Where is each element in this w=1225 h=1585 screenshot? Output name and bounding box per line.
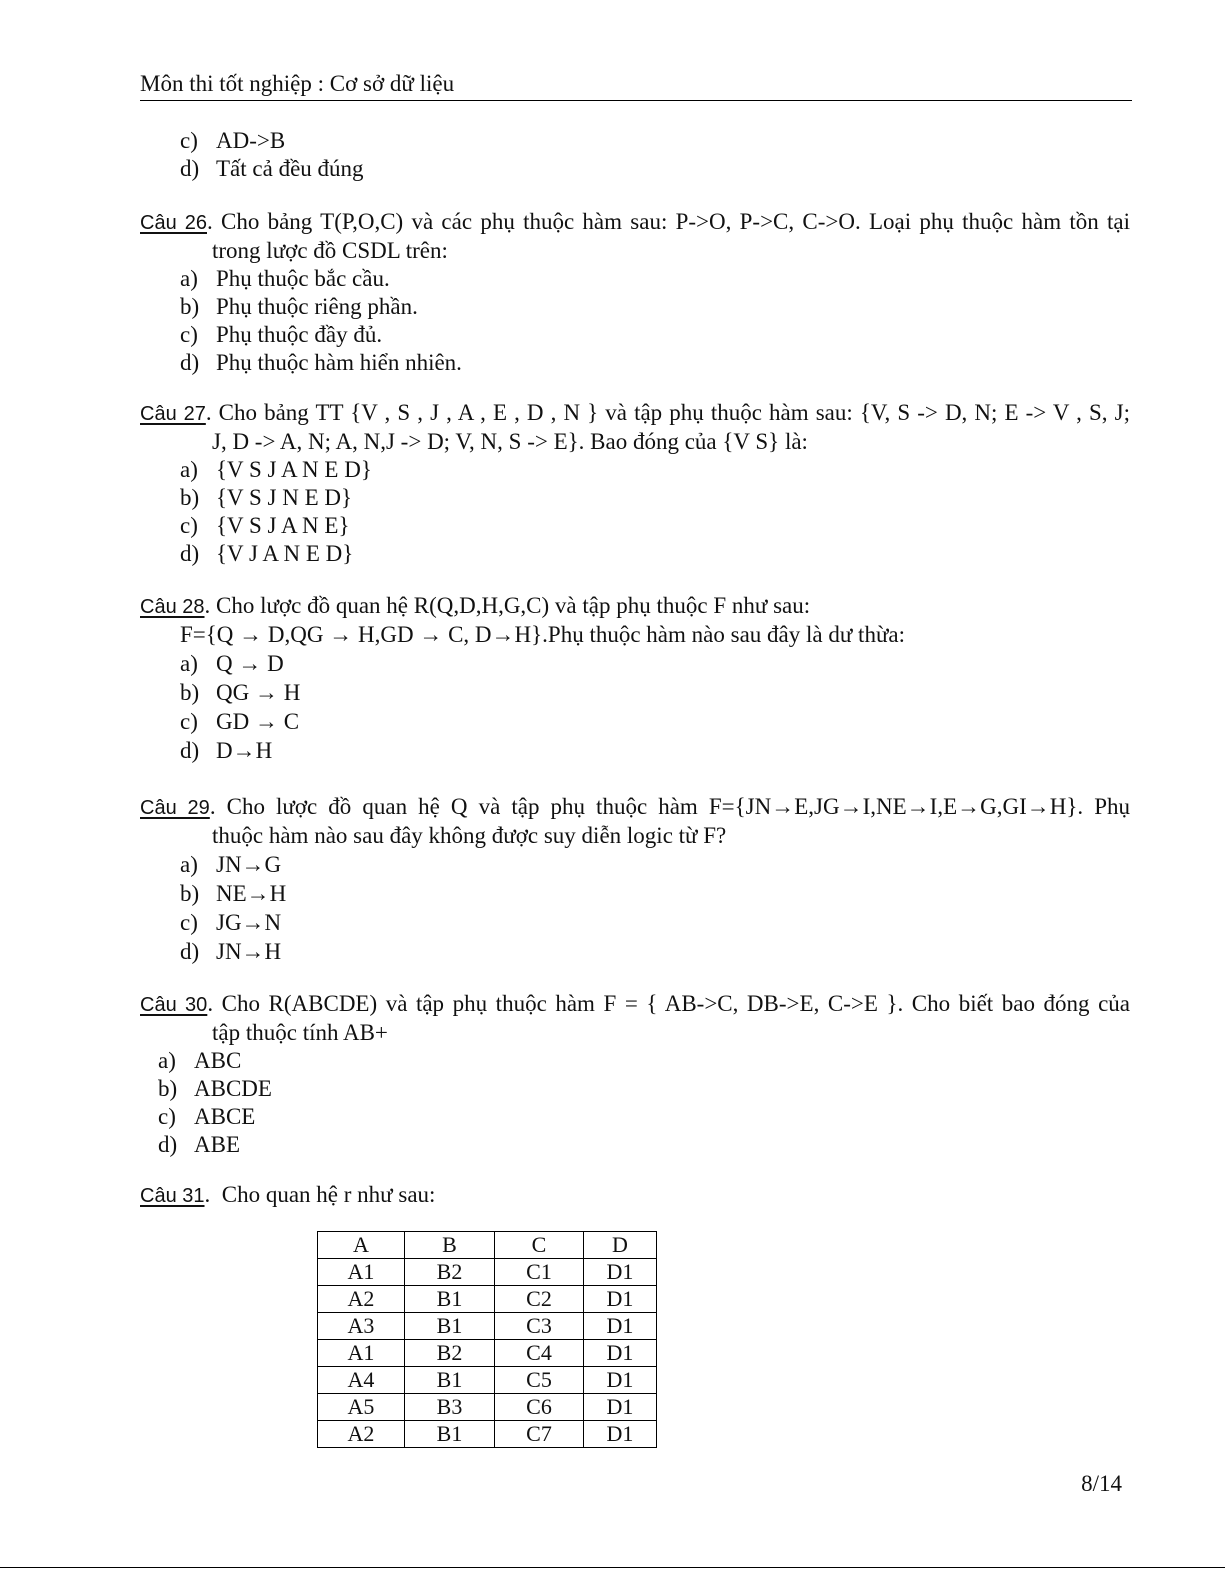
option-a: a) {V S J A N E D} xyxy=(180,457,372,482)
option-d: d) {V J A N E D} xyxy=(180,541,354,566)
table-cell: B1 xyxy=(405,1421,495,1448)
option-a: a) Q → D xyxy=(180,651,284,676)
table-cell: A3 xyxy=(318,1313,405,1340)
option-d: d) Phụ thuộc hàm hiển nhiên. xyxy=(180,350,462,375)
question-text-continued: tập thuộc tính AB+ xyxy=(212,1020,388,1045)
option-a: a) JN→G xyxy=(180,852,282,877)
question-label: Câu 28 xyxy=(140,596,205,618)
table-cell: D1 xyxy=(584,1421,657,1448)
option-b: b) Phụ thuộc riêng phần. xyxy=(180,294,418,319)
table-cell: C2 xyxy=(495,1286,584,1313)
table-header-cell: C xyxy=(495,1232,584,1259)
table-row xyxy=(318,1313,657,1340)
option-b: b) NE→H xyxy=(180,881,287,906)
question-label: Câu 30 xyxy=(140,994,208,1016)
option-a: a) ABC xyxy=(158,1048,242,1073)
question-text: Câu 29. Cho lược đồ quan hệ Q và tập phụ thuộc hàm F={JN→E,JG→I,NE→I,E→G,GI→H}. Phụ xyxy=(140,794,1130,819)
table-row xyxy=(318,1340,657,1367)
option-b: b) ABCDE xyxy=(158,1076,272,1101)
table-row xyxy=(318,1367,657,1394)
bottom-divider xyxy=(0,1567,1225,1568)
question-27 xyxy=(140,399,1130,568)
question-text: Câu 28. Cho lược đồ quan hệ R(Q,D,H,G,C) và tập phụ thuộc F như sau: xyxy=(140,593,811,618)
table-cell: B2 xyxy=(405,1340,495,1367)
table-cell: D1 xyxy=(584,1367,657,1394)
table-header-row xyxy=(318,1232,657,1259)
table-cell: D1 xyxy=(584,1259,657,1286)
table-cell: C5 xyxy=(495,1367,584,1394)
option-c: c) AD->B xyxy=(180,128,286,153)
table-header-cell: A xyxy=(318,1232,405,1259)
table-cell: D1 xyxy=(584,1313,657,1340)
option-d: d) D→H xyxy=(180,738,273,763)
table-row xyxy=(318,1394,657,1421)
page-header: Môn thi tốt nghiệp : Cơ sở dữ liệu xyxy=(140,70,1132,101)
previous-options xyxy=(140,127,1130,183)
table-header-cell: D xyxy=(584,1232,657,1259)
question-26 xyxy=(140,208,1130,377)
question-text-continued: thuộc hàm nào sau đây không được suy diễn logic từ F? xyxy=(212,823,727,848)
table-row xyxy=(318,1286,657,1313)
option-d: d) ABE xyxy=(158,1132,240,1157)
table-cell: D1 xyxy=(584,1286,657,1313)
option-c: c) Phụ thuộc đầy đủ. xyxy=(180,322,383,347)
table-cell: D1 xyxy=(584,1394,657,1421)
question-text: Câu 30. Cho R(ABCDE) và tập phụ thuộc hàm F = { AB->C, DB->E, C->E }. Cho biết bao đóng của xyxy=(140,991,1130,1016)
table-cell: A2 xyxy=(318,1286,405,1313)
table-header-cell: B xyxy=(405,1232,495,1259)
option-c: c) JG→N xyxy=(180,910,282,935)
question-text-continued: trong lược đồ CSDL trên: xyxy=(212,238,448,263)
question-29 xyxy=(140,793,1130,966)
table-cell: C1 xyxy=(495,1259,584,1286)
dependency-set: F={Q → D,QG → H,GD → C, D→H}.Phụ thuộc hàm nào sau đây là dư thừa: xyxy=(180,622,906,647)
table-cell: A1 xyxy=(318,1340,405,1367)
table-cell: B1 xyxy=(405,1313,495,1340)
table-cell: A2 xyxy=(318,1421,405,1448)
question-28 xyxy=(140,592,1130,765)
table-row xyxy=(318,1421,657,1448)
question-label: Câu 27 xyxy=(140,403,206,425)
question-text: Câu 27. Cho bảng TT {V , S , J , A , E , D , N } và tập phụ thuộc hàm sau: {V, S -> D, N; E -> V , S, J; xyxy=(140,400,1130,425)
option-d: d) JN→H xyxy=(180,939,282,964)
table-cell: A5 xyxy=(318,1394,405,1421)
question-text-continued: J, D -> A, N; A, N,J -> D; V, N, S -> E}. Bao đóng của {V S} là: xyxy=(212,429,808,454)
table-cell: C4 xyxy=(495,1340,584,1367)
table-cell: C6 xyxy=(495,1394,584,1421)
table-row xyxy=(318,1259,657,1286)
table-cell: B3 xyxy=(405,1394,495,1421)
question-text: Câu 26. Cho bảng T(P,O,C) và các phụ thuộc hàm sau: P->O, P->C, C->O. Loại phụ thuộc hàm tồn tại xyxy=(140,209,1130,234)
table-cell: C3 xyxy=(495,1313,584,1340)
question-31 xyxy=(140,1181,1130,1210)
table-cell: B1 xyxy=(405,1367,495,1394)
page-number: 8/14 xyxy=(1081,1471,1122,1496)
question-label: Câu 31 xyxy=(140,1185,205,1207)
option-c: c) ABCE xyxy=(158,1104,256,1129)
table-cell: A4 xyxy=(318,1367,405,1394)
question-label: Câu 26 xyxy=(140,212,207,234)
table-cell: B2 xyxy=(405,1259,495,1286)
table-cell: D1 xyxy=(584,1340,657,1367)
question-label: Câu 29 xyxy=(140,797,210,819)
question-text: Câu 31. Cho quan hệ r như sau: xyxy=(140,1182,436,1207)
table-cell: A1 xyxy=(318,1259,405,1286)
option-d: d) Tất cả đều đúng xyxy=(180,156,364,181)
option-c: c) {V S J A N E} xyxy=(180,513,350,538)
option-b: b) QG → H xyxy=(180,680,301,705)
question-30 xyxy=(140,990,1130,1159)
relation-table xyxy=(317,1231,657,1448)
table-cell: B1 xyxy=(405,1286,495,1313)
option-c: c) GD → C xyxy=(180,709,300,734)
table-cell: C7 xyxy=(495,1421,584,1448)
option-a: a) Phụ thuộc bắc cầu. xyxy=(180,266,390,291)
option-b: b) {V S J N E D} xyxy=(180,485,353,510)
